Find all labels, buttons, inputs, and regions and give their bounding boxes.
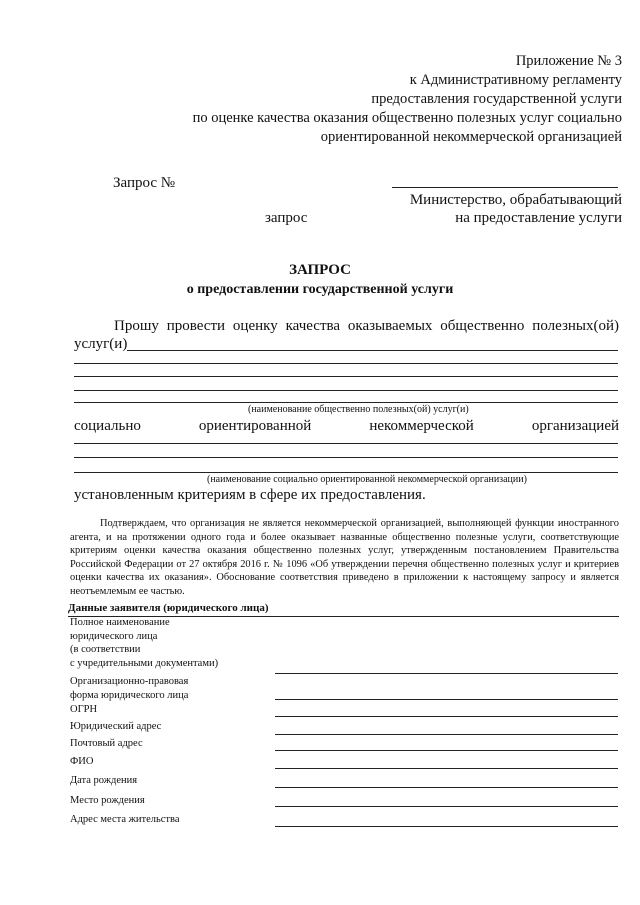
birth-place-input-line[interactable] [275,806,618,807]
ministry-blank-line [392,187,618,188]
ministry-left-word: запрос [265,210,308,226]
header-line: ориентированной некоммерческой организацией [320,129,622,145]
header-line: Приложение № 3 [515,53,622,69]
residence-label: Адрес места жительства [70,814,180,825]
services-input-line[interactable] [74,402,618,403]
legal-address-label: Юридический адрес [70,721,162,732]
services-input-line[interactable] [127,350,618,351]
residence-input-line[interactable] [275,826,618,827]
request-paragraph-line1: Прошу провести оценку качества оказываемых общественно полезных(ой) [114,318,619,334]
org-words-row [74,418,619,435]
birth-date-input-line[interactable] [275,787,618,788]
birth-place-label: Место рождения [70,795,145,806]
legal-form-label-line: Организационно-правовая [70,676,189,687]
services-caption: (наименование общественно полезных(ой) услуг(и) [248,404,469,415]
applicant-section-title: Данные заявителя (юридического лица) [68,602,269,614]
legal-form-input-line[interactable] [275,699,618,700]
full-name-label [70,616,218,670]
legal-address-input-line[interactable] [275,734,618,735]
org-input-line[interactable] [74,457,618,458]
fio-label: ФИО [70,756,94,767]
ogrn-input-line[interactable] [275,716,618,717]
header-line: к Административному регламенту [409,72,622,88]
full-name-label-line: Полное наименование [70,617,170,628]
full-name-input-line[interactable] [275,673,618,674]
ministry-right-text: на предоставление услуги [455,210,622,226]
services-input-line[interactable] [74,363,618,364]
full-name-label-line: юридического лица [70,630,158,642]
criteria-line: установленным критериям в сфере их предоставления. [74,487,426,503]
org-input-line[interactable] [74,472,618,473]
ministry-line1: Министерство, обрабатывающий [409,192,622,208]
org-input-line[interactable] [74,443,618,444]
full-name-label-line: (в соответствии [70,644,141,655]
header-line: по оценке качества оказания общественно полезных услуг социально [192,110,622,126]
org-word: некоммерческой [369,418,474,434]
services-input-line[interactable] [74,390,618,391]
document-subtitle: о предоставлении государственной услуги [186,282,454,297]
full-name-label-line: с учредительными документами) [70,657,219,669]
legal-form-label-line: форма юридического лица [70,689,189,701]
appendix-header [193,52,622,147]
services-input-line[interactable] [74,376,618,377]
postal-address-input-line[interactable] [275,750,618,751]
services-prefix: услуг(и) [74,336,128,352]
fio-input-line[interactable] [275,768,618,769]
org-word: организацией [531,418,619,434]
header-line: предоставления государственной услуги [371,91,622,107]
confirmation-paragraph: Подтверждаем, что организация не является некоммерческой организацией, выполняющей функции иностранного агента, и на протяжении одного года и более оказывает названные общественно полезные услуги, соответствующие критериям оценки качества оказания общественно полезных услуг, утвержденным постановлением Правительства Российской Федерации от 27 октября 2016 г. № 1096 «Об утверждении перечня общественно полезных услуг и критериев оценки качества их оказания». Обоснование соответствия приведено в приложении к настоящему запросу и является неотъемлемым ее частью. [70,518,619,597]
document-title: ЗАПРОС [289,262,351,278]
org-word: социально [74,418,141,434]
birth-date-label: Дата рождения [70,775,138,786]
ogrn-label: ОГРН [70,704,98,715]
request-number-label: Запрос № [113,175,176,191]
postal-address-label: Почтовый адрес [70,738,143,749]
org-caption: (наименование социально ориентированной некоммерческой организации) [207,474,527,485]
legal-form-label [70,675,188,702]
org-word: ориентированной [198,418,312,434]
